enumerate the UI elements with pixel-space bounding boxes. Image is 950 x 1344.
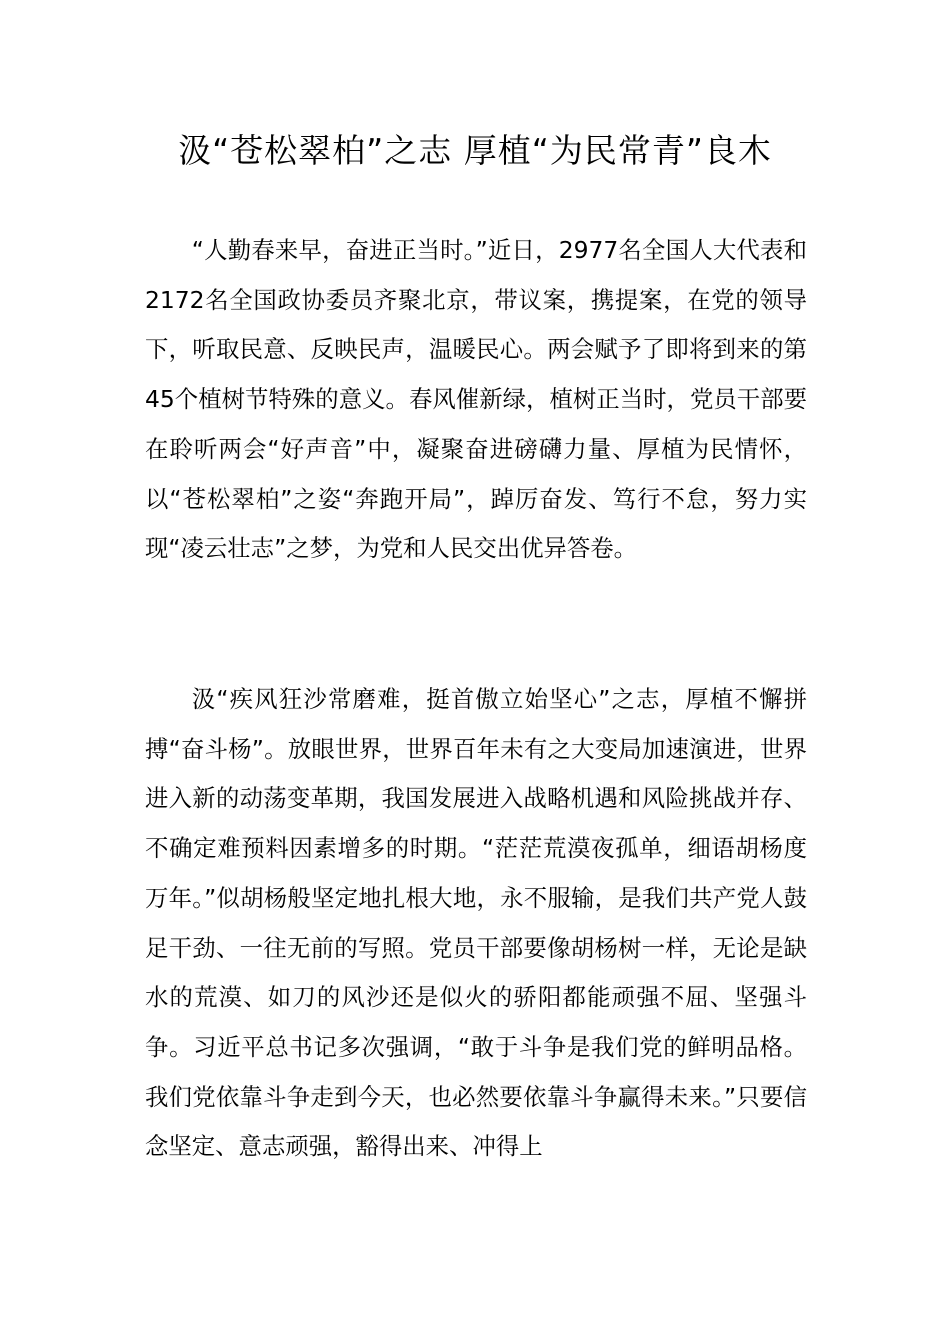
paragraph-intro: “人勤春来早，奋进正当时。”近日，2977名全国人大代表和2172名全国政协委员齐聚北京，带议案，携提案，在党的领导下，听取民意、反映民声，温暖民心。两会赋予了即将到来的第45个植树节特殊的意义。春风催新绿，植树正当时，党员干部要在聆听两会“好声音”中，凝聚奋进磅礴力量、厚植为民情怀，以“苍松翠柏”之姿“奔跑开局”，踔厉奋发、笃行不怠，努力实现“凌云壮志”之梦，为党和人民交出优异答卷。 bbox=[145, 236, 807, 563]
document-title: 汲“苍松翠柏”之志 厚植“为民常青”良木 bbox=[178, 131, 772, 170]
paragraph-struggle: 汲“疾风狂沙常磨难，挺首傲立始坚心”之志，厚植不懈拼搏“奋斗杨”。放眼世界，世界百年未有之大变局加速演进，世界进入新的动荡变革期，我国发展进入战略机遇和风险挑战并存、不确定难预料因素增多的时期。“茫茫荒漠夜孤单，细语胡杨度万年。”似胡杨般坚定地扎根大地，永不服输，是我们共产党人鼓足干劲、一往无前的写照。党员干部要像胡杨树一样，无论是缺水的荒漠、如刀的风沙还是似火的骄阳都能顽强不屈、坚强斗争。习近平总书记多次强调，“敢于斗争是我们党的鲜明品格。我们党依靠斗争走到今天，也必然要依靠斗争赢得未来。”只要信念坚定、意志顽强，豁得出来、冲得上 bbox=[145, 685, 807, 1161]
